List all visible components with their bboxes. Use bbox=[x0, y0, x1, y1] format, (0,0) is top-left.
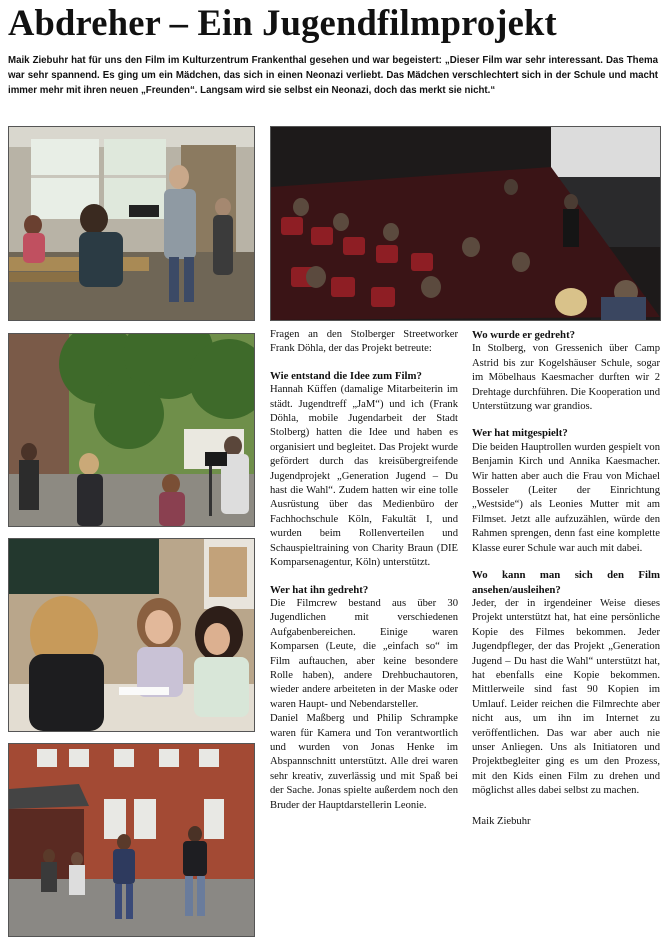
answer-paragraph: Jeder, der in irgendeiner Weise dieses Projekt unterstützt hat, hat eine persönliche Kopie des Filmes bekommen. Jeder Jugendpfleger, der das Projekt „Generation Jugend – Du hast die Wahl“ unterstützt hat, hat ebenfalls eine Kopie bekommen. Mittlerweile sind fast 90 Kopien im Umlauf. Leider reichen die Filmrechte aber nicht aus, um ihn im Internet zu veröffentlichen. Das war aber auch nie unser Anliegen. Uns als Initiatoren und Projektbegleiter ging es um den Prozess, mit den Kids einen Film zu drehen und möglichst alles dabei selbst zu machen. bbox=[472, 597, 660, 797]
question-heading: Wer hat ihn gedreht? bbox=[270, 583, 369, 596]
question-heading: Wie entstand die Idee zum Film? bbox=[270, 369, 422, 382]
photo-classroom-filming bbox=[8, 126, 255, 321]
author-signature: Maik Ziebuhr bbox=[472, 815, 531, 827]
article-column-right bbox=[472, 328, 660, 829]
photo-cinema-audience bbox=[270, 126, 661, 321]
interview-lead: Fragen an den Stolberger Streetworker Frank Döhla, der das Projekt betreute: bbox=[270, 329, 458, 355]
article-title: Abdreher – Ein Jugendfilmprojekt bbox=[8, 2, 557, 43]
question-heading: Wo wurde er gedreht? bbox=[472, 329, 576, 341]
answer-paragraph: Hannah Küffen (damalige Mitarbeiterin im städt. Jugendtreff „JaM“) und ich (Frank Döhla, mobile Jugendarbeit der Stadt Stolberg) hatten die Idee und haben es organisiert und begleitet. Das Projekt wurde gefördert durch das kreisübergreifende Jugendprojekt „Generation Jugend – Du hast die Wahl“. Zudem hatten wir eine tolle Ausrüstung über das Medienbüro der Fachhochschule Köln, Fakultät I, und wurden beim Rollenverteilen und Schauspieltraining von Charity Braun (DIE Komparsenagentur, Köln) unterstützt. bbox=[270, 384, 458, 569]
question-heading: Wo kann man sich den Film ansehen/ausleihen? bbox=[472, 569, 660, 596]
photo-outdoor-filming bbox=[8, 333, 255, 527]
photo-girls-at-desk bbox=[8, 538, 255, 732]
question-heading: Wer hat mitgespielt? bbox=[472, 427, 568, 440]
answer-paragraph: Die beiden Hauptrollen wurden gespielt von Benjamin Kirch und Annika Kaesmacher. Wir hatten aber auch die Frau von Michael Bosseler (Leiter der Einrichtung „Westside“) als Leonies Mutter mit am Filmset. Jetzt alle aufzuzählen, würde den Rahmen sprengen, denn fast eine komplette Klasse eurer Schule war auch mit dabei. bbox=[472, 441, 660, 554]
intro-text: Maik Ziebuhr hat für uns den Film im Kulturzentrum Frankenthal gesehen und war begeistert: „Dieser Film war sehr interessant. Das Thema war sehr spannend. Es ging um ein Mädchen, das sich in einen Neonazi verliebt. Das Mädchen verschlechtert sich in der Schule und macht immer mehr mit ihren neuen „Freunden“. Langsam wird sie selbst ein Neonazi, doch das merkt sie nicht.“ bbox=[8, 55, 658, 96]
article-intro bbox=[8, 53, 658, 98]
answer-paragraph: Die Filmcrew bestand aus über 30 Jugendlichen mit verschiedenen Aufgabenbereichen. Einige waren Komparsen (Leute, die „einfach so“ im Film auftauchen, aber keine besondere Rolle haben), andere Drehbuchautoren, wieder andere arbeiteten in der Maske oder waren Haupt- und Nebendarsteller. bbox=[270, 597, 458, 710]
answer-paragraph: In Stolberg, von Gressenich über Camp Astrid bis zur Kogelshäuser Schule, sogar im Möbelhaus Kaesmacher durften wir 2 Drehtage durchführen. Die Kooperation und Unterstützung war grandios. bbox=[472, 343, 660, 413]
photo-school-yard bbox=[8, 743, 255, 937]
answer-paragraph: Daniel Maßberg und Philip Schrampke waren für Kamera und Ton verantwortlich und wurden von Jonas Henke im Abspannschnitt unterstützt. Alle drei waren sehr kreativ, zuverlässig und mit Spaß bei der Sache. Jonas spielte außerdem noch den Bruder der Hauptdarstellerin Leonie. bbox=[270, 713, 458, 811]
article-column-middle bbox=[270, 328, 458, 813]
